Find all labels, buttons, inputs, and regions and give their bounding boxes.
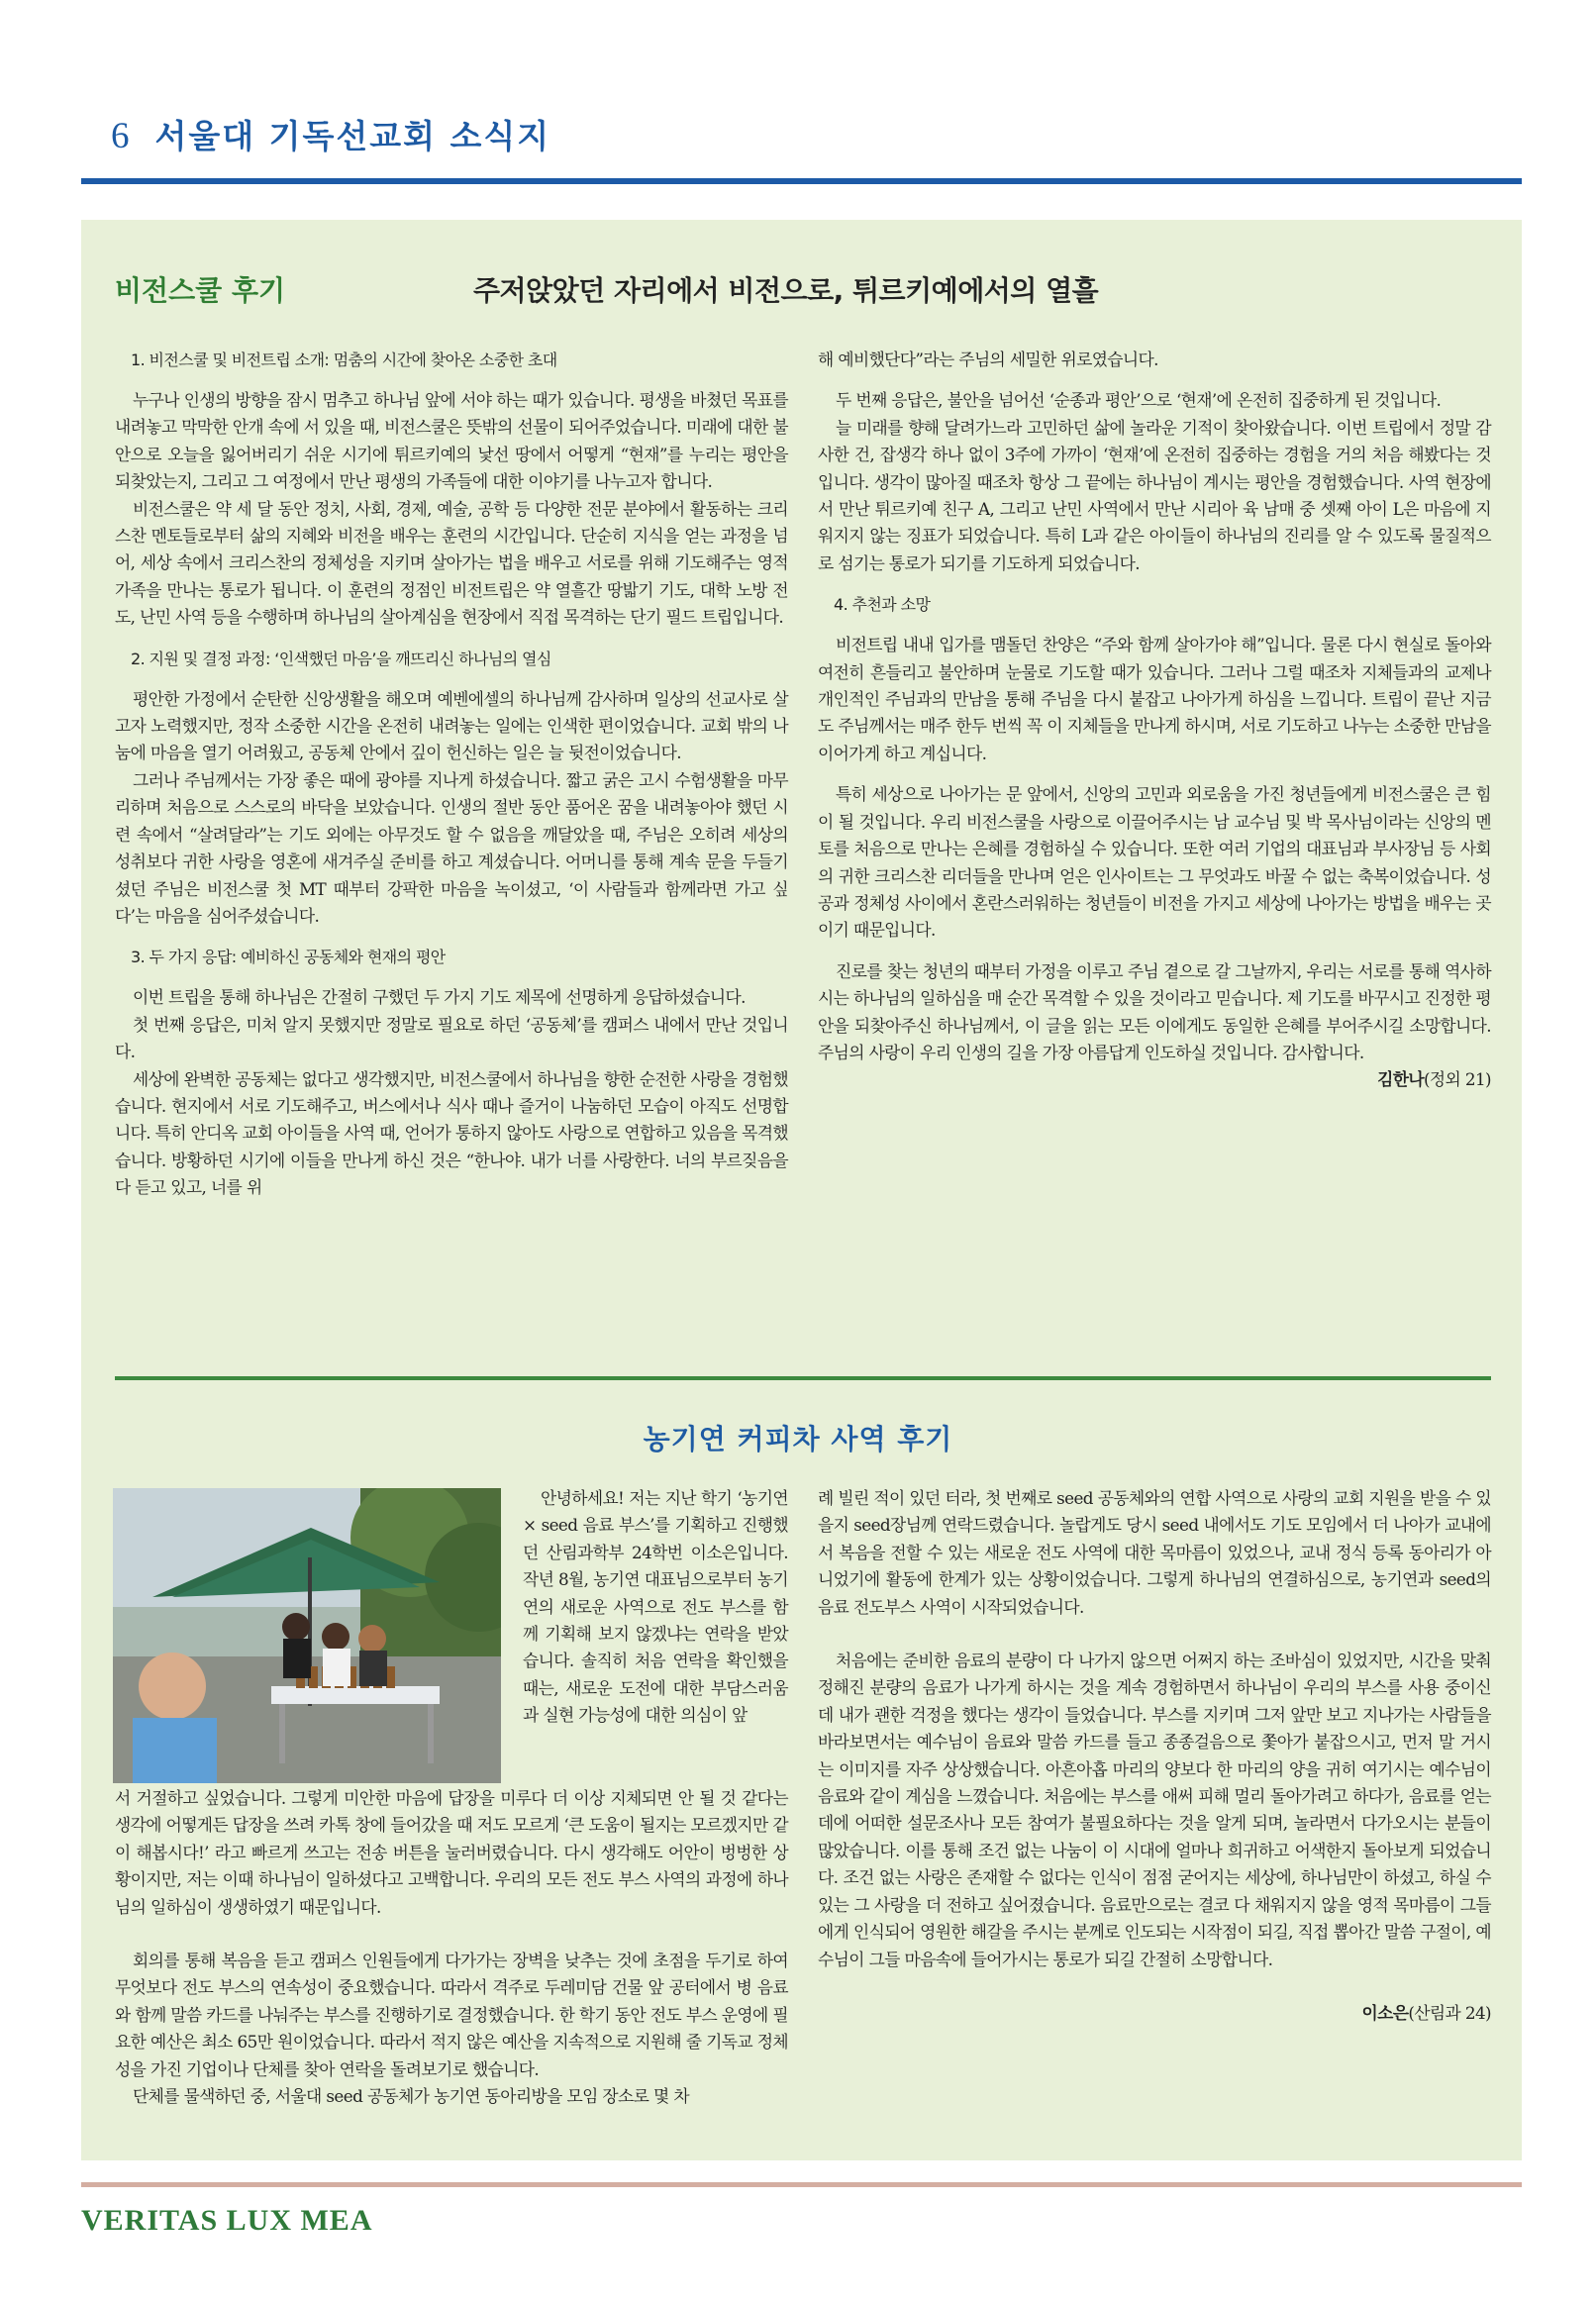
paragraph: 평안한 가정에서 순탄한 신앙생활을 해오며 예벤에셀의 하나님께 감사하며 일상의 선교사로 살고자 노력했지만, 정작 소중한 시간을 온전히 내려놓는 일에는 인색한 편이었습니다. 교회 밖의 나눔에 마음을 열기 어려웠고, 공동체 안에서 깊이 헌신하는 일은 늘 뒷전이었습니다.	[115, 688, 788, 763]
paragraph: 누구나 인생의 방향을 잠시 멈추고 하나님 앞에 서야 하는 때가 있습니다. 평생을 바쳤던 목표를 내려놓고 막막한 안개 속에 서 있을 때, 비전스쿨은 뜻밖의 선물이 되어주었습니다. 미래에 대한 불안으로 오늘을 잃어버리기 쉬운 시기에 튀르키예의 낯선 땅에서 어떻게 “현재”를 누리는 평안을 되찾았는지, 그리고 그 여정에서 만난 평생의 가족들에 대한 이야기를 나누고자 합니다.	[115, 390, 788, 492]
article1-column-2	[818, 347, 1491, 1094]
footer-rule	[81, 2182, 1522, 2187]
paragraph: 늘 미래를 향해 달려가느라 고민하던 삶에 놀라운 기적이 찾아왔습니다. 이번 트립에서 정말 감사한 건, 잡생각 하나 없이 3주에 가까이 ‘현재’에 온전히 집중하는 경험을 거의 처음 해봤다는 것입니다. 생각이 많아질 때조차 항상 그 끝에는 하나님이 계시는 평안을 경험했습니다. 사역 현장에서 만난 튀르키예 친구 A, 그리고 난민 사역에서 만난 시리아 육 남매 중 셋째 아이 L은 마음에 지워지지 않는 징표가 되었습니다. 특히 L과 같은 아이들이 하나님의 진리를 알 수 있도록 물질적으로 섬기는 통로가 되기를 기도하게 되었습니다.	[818, 417, 1491, 573]
article1-title: 주저앉았던 자리에서 비전으로, 튀르키예에서의 열흘	[473, 274, 1099, 307]
paragraph: 해 예비했단다”라는 주님의 세밀한 위로였습니다.	[818, 350, 1158, 369]
photo-illustration	[113, 1488, 501, 1783]
paragraph: 세상에 완벽한 공동체는 없다고 생각했지만, 비전스쿨에서 하나님을 향한 순전한 사랑을 경험했습니다. 현지에서 서로 기도해주고, 버스에서나 식사 때나 즐거이 나눔하던 모습이 아직도 선명합니다. 특히 안디옥 교회 아이들을 사역 때, 언어가 통하지 않아도 사랑으로 연합하고 있음을 목격했습니다. 방황하던 시기에 이들을 만나게 하신 것은 “한나야. 내가 너를 사랑한다. 너의 부르짖음을 다 듣고 있고, 너를 위	[115, 1068, 788, 1198]
paragraph: 회의를 통해 복음을 듣고 캠퍼스 인원들에게 다가가는 장벽을 낮추는 것에 초점을 두기로 하여 무엇보다 전도 부스의 연속성이 중요했습니다. 따라서 격주로 두레미담 건물 앞 공터에서 병 음료와 함께 말씀 카드를 나눠주는 부스를 진행하기로 결정했습니다. 한 학기 동안 전도 부스 운영에 필요한 예산은 최소 65만 원이었습니다. 따라서 적지 않은 예산을 지속적으로 지원해 줄 기독교 정체성을 가진 기업이나 단체를 찾아 연락을 돌려보기로 했습니다.	[115, 1951, 788, 2079]
author-name: 이소은	[1361, 2002, 1409, 2023]
article2-column-1	[115, 1785, 788, 2110]
header-rule	[81, 178, 1522, 184]
paragraph: 비전스쿨은 약 세 달 동안 정치, 사회, 경제, 예술, 공학 등 다양한 전문 분야에서 활동하는 크리스찬 멘토들로부터 삶의 지혜와 비전을 배우는 훈련의 시간입니다. 단순히 지식을 얻는 과정을 넘어, 세상 속에서 크리스찬의 정체성을 지키며 살아가는 법을 배우고 서로를 위해 기도해주는 영적 가족을 만나는 통로가 됩니다. 이 훈련의 정점인 비전트립은 약 열흘간 땅밟기 기도, 대학 노방 전도, 난민 사역 등을 수행하며 하나님의 살아계심을 현장에서 직접 목격하는 단기 필드 트립입니다.	[115, 498, 788, 628]
paragraph: 비전트립 내내 입가를 맴돌던 찬양은 “주와 함께 살아가야 해”입니다. 물론 다시 현실로 돌아와 여전히 흔들리고 불안하며 눈물로 기도할 때가 있습니다. 그러나 그럴 때조차 지체들과의 교제나 개인적인 주님과의 만남을 통해 주님을 다시 붙잡고 나아가게 하심을 느낍니다. 트립이 끝난 지금도 주님께서는 매주 한두 번씩 꼭 이 지체들을 만나게 하시며, 서로 기도하고 나누는 소중한 만남을 이어가게 하고 계십니다.	[818, 635, 1491, 763]
article2-column-2	[818, 1485, 1491, 2027]
subheading: 3. 두 가지 응답: 예비하신 공동체와 현재의 평안	[131, 948, 446, 967]
section-divider	[115, 1376, 1491, 1380]
paragraph: 진로를 찾는 청년의 때부터 가정을 이루고 주님 곁으로 갈 그날까지, 우리는 서로를 통해 역사하시는 하나님의 일하심을 매 순간 목격할 수 있을 것이라고 믿습니다. 제 기도를 바꾸시고 진정한 평안을 되찾아주신 하나님께서, 이 글을 읽는 모든 이에게도 동일한 은혜를 부어주시길 소망합니다. 주님의 사랑이 우리 인생의 길을 가장 아름답게 인도하실 것입니다. 감사합니다.	[818, 960, 1491, 1062]
article2-title: 농기연 커피차 사역 후기	[643, 1423, 953, 1455]
publication-title: 서울대 기독선교회 소식지	[154, 117, 551, 155]
paragraph: 이번 트립을 통해 하나님은 간절히 구했던 두 가지 기도 제목에 선명하게 응답하셨습니다.	[133, 987, 746, 1008]
booth-photo	[113, 1488, 501, 1783]
page-header	[111, 111, 550, 170]
section-label: 비전스쿨 후기	[115, 274, 286, 307]
author-info: (산림과 24)	[1408, 2002, 1491, 2023]
paragraph: 단체를 물색하던 중, 서울대 seed 공동체가 농기연 동아리방을 모임 장소로 몇 차	[133, 2086, 689, 2107]
paragraph: 서 거절하고 싶었습니다. 그렇게 미안한 마음에 답장을 미루다 더 이상 지체되면 안 될 것 같다는 생각에 어떻게든 답장을 쓰려 카톡 창에 들어갔을 때 저도 모르게 ‘큰 도움이 될지는 모르겠지만 같이 해봅시다!’ 라고 빠르게 쓰고는 전송 버튼을 눌러버렸습니다. 다시 생각해도 어안이 벙벙한 상황이지만, 저는 이때 하나님이 일하셨다고 고백합니다. 우리의 모든 전도 부스 사역의 과정에 하나님의 일하심이 생생하였기 때문입니다.	[115, 1788, 788, 1917]
footer-motto: VERITAS LUX MEA	[81, 2204, 373, 2237]
author-byline	[818, 2000, 1491, 2027]
subheading: 1. 비전스쿨 및 비전트립 소개: 멈춤의 시간에 찾아온 소중한 초대	[131, 351, 557, 369]
paragraph: 특히 세상으로 나아가는 문 앞에서, 신앙의 고민과 외로움을 가진 청년들에게 비전스쿨은 큰 힘이 될 것입니다. 우리 비전스쿨을 사랑으로 이끌어주시는 남 교수님 및 박 목사님이라는 신앙의 멘토를 처음으로 만나는 은혜를 경험하실 수 있습니다. 또한 여러 기업의 대표님과 부사장님 등 사회의 귀한 크리스찬 리더들을 만나며 얻은 인사이트는 그 무엇과도 바꿀 수 없는 축복이었습니다. 성공과 정체성 사이에서 혼란스러워하는 청년들이 비전을 가지고 세상에 나아가는 방법을 배우는 곳이기 때문입니다.	[818, 784, 1491, 941]
paragraph: 례 빌린 적이 있던 터라, 첫 번째로 seed 공동체와의 연합 사역으로 사랑의 교회 지원을 받을 수 있을지 seed장님께 연락드렸습니다. 놀랍게도 당시 seed 내에서도 기도 모임에서 더 나아가 교내에서 복음을 전할 수 있는 새로운 전도 사역에 대한 목마름이 있었으나, 교내 정식 등록 동아리가 아니었기에 활동에 한계가 있는 상황이었습니다. 그렇게 하나님의 연결하심으로, 농기연과 seed의 음료 전도부스 사역이 시작되었습니다.	[818, 1488, 1491, 1617]
article1-column-1	[115, 347, 788, 1202]
subheading: 4. 추천과 소망	[834, 595, 931, 615]
author-byline	[818, 1066, 1491, 1093]
paragraph: 안녕하세요! 저는 지난 학기 ‘농기연 × seed 음료 부스’를 기획하고 진행했던 산림과학부 24학번 이소은입니다. 작년 8월, 농기연 대표님으로부터 농기연의 새로운 사역으로 전도 부스를 함께 기획해 보지 않겠냐는 연락을 받았습니다. 솔직히 처음 연락을 확인했을 때는, 새로운 도전에 대한 부담스러움과 실현 가능성에 대한 의심이 앞	[523, 1488, 788, 1726]
paragraph: 첫 번째 응답은, 미처 알지 못했지만 정말로 필요로 하던 ‘공동체’를 캠퍼스 내에서 만난 것입니다.	[115, 1014, 788, 1062]
paragraph: 처음에는 준비한 음료의 분량이 다 나가지 않으면 어쩌지 하는 조바심이 있었지만, 시간을 맞춰 정해진 분량의 음료가 나가게 하시는 것을 계속 경험하면서 하나님이 우리의 부스를 사용 중이신데 내가 괜한 걱정을 했다는 생각이 들었습니다. 부스를 지키며 그저 앞만 보고 지나가는 사람들을 바라보면서는 예수님이 음료와 말씀 카드를 들고 종종걸음으로 쫓아가 붙잡으시고, 먼저 말 거시는 이미지를 자주 상상했습니다. 아흔아홉 마리의 양보다 한 마리의 양을 귀히 여기시는 예수님이 음료와 같이 계심을 느꼈습니다. 처음에는 부스를 애써 피해 멀리 돌아가려고 하다가, 음료를 얻는 데에 어떠한 설문조사나 모든 참여가 불필요하다는 것을 알게 되며, 놀라면서 다가오시는 분들이 많았습니다. 이를 통해 조건 없는 나눔이 이 시대에 얼마나 희귀하고 어색한지 돌아보게 되었습니다. 조건 없는 사랑은 존재할 수 없다는 인식이 점점 굳어지는 세상에, 하나님만이 하셨고, 하실 수 있는 그 사랑을 더 전하고 싶어졌습니다. 음료만으로는 결코 다 채워지지 않을 영적 목마름이 그들에게 인식되어 영원한 해갈을 주시는 분께로 인도되는 시작점이 되길, 직접 뽑아간 말씀 구절이, 예수님이 그들 마음속에 들어가시는 통로가 되길 간절히 소망합니다.	[818, 1651, 1491, 1969]
author-name: 김한나	[1377, 1069, 1424, 1090]
paragraph: 두 번째 응답은, 불안을 넘어선 ‘순종과 평안’으로 ‘현재’에 온전히 집중하게 된 것입니다.	[836, 390, 1442, 411]
subheading: 2. 지원 및 결정 과정: ‘인색했던 마음’을 깨뜨리신 하나님의 열심	[131, 649, 551, 668]
author-info: (정외 21)	[1423, 1069, 1491, 1090]
page-number: 6	[111, 116, 130, 156]
article2-column-1-top	[523, 1485, 788, 1730]
paragraph: 그러나 주님께서는 가장 좋은 때에 광야를 지나게 하셨습니다. 짧고 굵은 고시 수험생활을 마무리하며 처음으로 스스로의 바닥을 보았습니다. 인생의 절반 동안 품어온 꿈을 내려놓아야 했던 시련 속에서 “살려달라”는 기도 외에는 아무것도 할 수 없음을 깨달았을 때, 주님은 오히려 세상의 성취보다 귀한 사랑을 영혼에 새겨주실 준비를 하고 계셨습니다. 어머니를 통해 계속 문을 두들기셨던 주님은 비전스쿨 첫 MT 때부터 강팍한 마음을 녹이셨고, ‘이 사람들과 함께라면 가고 싶다’는 마음을 심어주셨습니다.	[115, 769, 788, 926]
